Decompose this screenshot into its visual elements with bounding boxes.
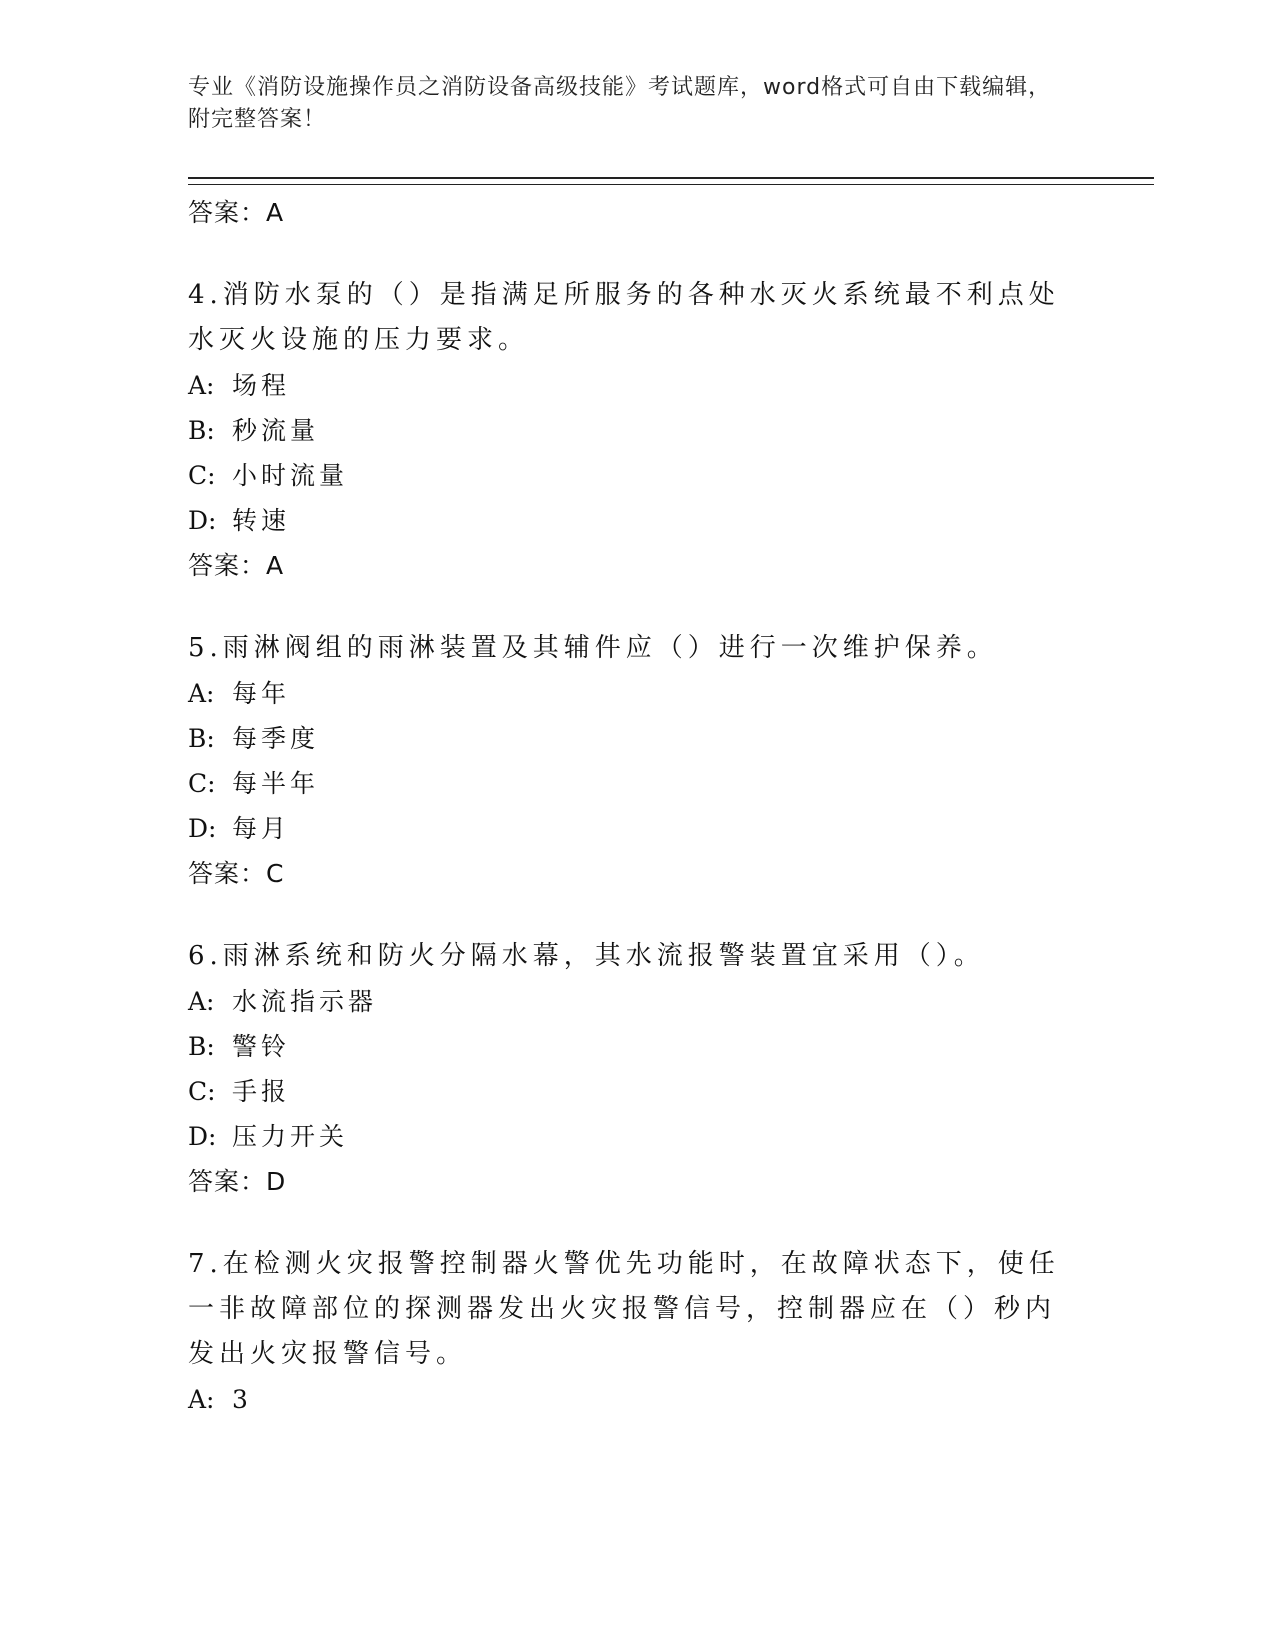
option-text: 压力开关	[232, 1122, 349, 1151]
answer-option	[188, 1024, 1068, 1069]
option-text: 每半年	[232, 769, 320, 798]
option-text: 每季度	[232, 724, 320, 753]
option-text: 3	[232, 1385, 252, 1414]
option-key: B:	[188, 724, 215, 753]
question-block	[188, 1242, 1068, 1422]
option-key: B:	[188, 416, 215, 445]
header-divider	[188, 177, 1154, 185]
option-key: B:	[188, 1032, 215, 1061]
question-text: 6.雨淋系统和防火分隔水幕，其水流报警装置宜采用（）。	[188, 941, 985, 971]
answer-option	[188, 408, 1068, 453]
answer-option	[188, 498, 1068, 543]
option-key: A:	[188, 987, 215, 1016]
option-text: 手报	[232, 1077, 291, 1106]
answer-option	[188, 1069, 1068, 1114]
answer-option	[188, 1114, 1068, 1159]
option-text: 小时流量	[232, 461, 349, 490]
option-key: D:	[188, 506, 217, 535]
answer-option	[188, 671, 1068, 716]
question-text: 7.在检测火灾报警控制器火警优先功能时，在故障状态下，使任一非故障部位的探测器发出火灾报警信号，控制器应在（）秒内发出火灾报警信号。	[188, 1249, 1060, 1369]
option-key: A:	[188, 1385, 215, 1414]
question-content	[188, 190, 1068, 1422]
option-key: C:	[188, 769, 216, 798]
option-text: 每月	[232, 814, 291, 843]
question-list	[188, 273, 1068, 1422]
option-text: 场程	[232, 371, 291, 400]
question-block	[188, 626, 1068, 896]
option-text: 水流指示器	[232, 987, 378, 1016]
option-key: D:	[188, 1122, 217, 1151]
answer-option	[188, 806, 1068, 851]
document-header: 专业《消防设施操作员之消防设备高级技能》考试题库，word格式可自由下载编辑，附完整答案！	[188, 75, 1052, 132]
question-block	[188, 273, 1068, 588]
answer-line: 答案：A	[188, 551, 285, 580]
option-text: 每年	[232, 679, 291, 708]
option-text: 秒流量	[232, 416, 320, 445]
answer-line: 答案：C	[188, 859, 285, 888]
question-text: 5.雨淋阀组的雨淋装置及其辅件应（）进行一次维护保养。	[188, 633, 998, 663]
answer-line: 答案：D	[188, 1167, 287, 1196]
option-key: C:	[188, 1077, 216, 1106]
answer-option	[188, 761, 1068, 806]
option-text: 转速	[232, 506, 291, 535]
option-key: D:	[188, 814, 217, 843]
option-key: A:	[188, 679, 215, 708]
option-key: A:	[188, 371, 215, 400]
answer-option	[188, 716, 1068, 761]
answer-line: 答案：A	[188, 198, 285, 227]
answer-option	[188, 1377, 1068, 1422]
answer-option	[188, 453, 1068, 498]
option-key: C:	[188, 461, 216, 490]
answer-option	[188, 363, 1068, 408]
question-block	[188, 934, 1068, 1204]
option-text: 警铃	[232, 1032, 291, 1061]
answer-option	[188, 979, 1068, 1024]
question-text: 4.消防水泵的（）是指满足所服务的各种水灭火系统最不利点处水灭火设施的压力要求。	[188, 280, 1060, 355]
